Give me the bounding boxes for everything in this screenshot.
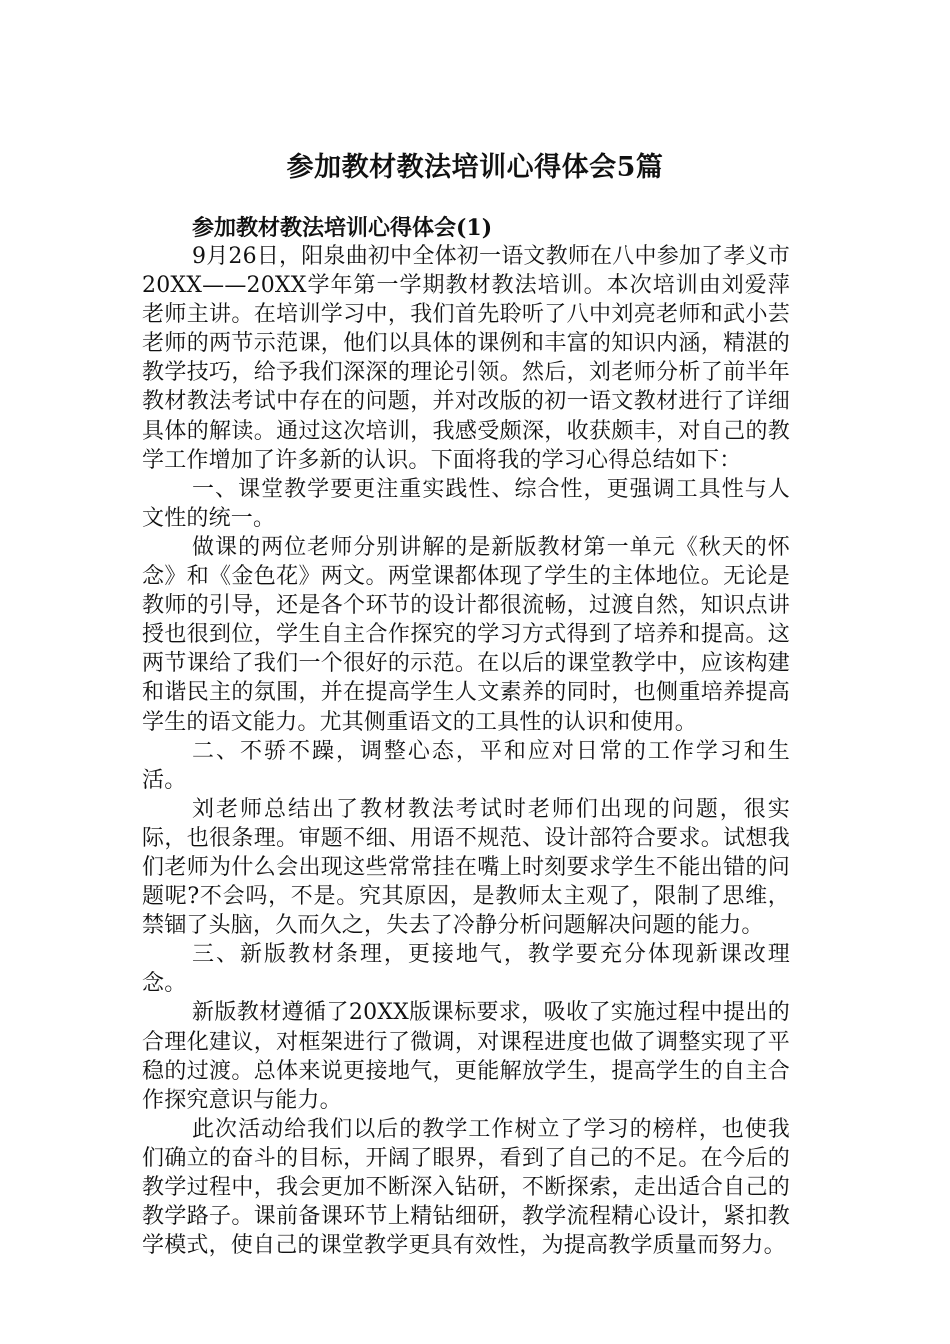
paragraph-point-two-heading: 二、不骄不躁，调整心态，平和应对日常的工作学习和生活。 (142, 738, 790, 793)
paragraph-point-three-body: 新版教材遵循了20XX版课标要求，吸收了实施过程中提出的合理化建议，对框架进行了微调，对课程进度也做了调整实现了平稳的过渡。总体来说更接地气，更能解放学生，提高学生的自主合作探究意识与能力。 (142, 1000, 790, 1113)
paragraph-point-two-body: 刘老师总结出了教材教法考试时老师们出现的问题，很实际，也很条理。审题不细、用语不规范、设计部符合要求。试想我们老师为什么会出现这些常常挂在嘴上时刻要求学生不能出错的问题呢?不会吗，不是。究其原因，是教师太主观了，限制了思维，禁锢了头脑，久而久之，失去了冷静分析问题解决问题的能力。 (142, 796, 790, 939)
paragraph-intro: 9月26日，阳泉曲初中全体初一语文教师在八中参加了孝义市20XX——20XX学年第一学期教材教法培训。本次培训由刘爱萍老师主讲。在培训学习中，我们首先聆听了八中刘亮老师和武小芸老师的两节示范课，他们以具体的课例和丰富的知识内涵，精湛的教学技巧，给予我们深深的理论引领。然后，刘老师分析了前半年教材教法考试中存在的问题，并对改版的初一语文教材进行了详细具体的解读。通过这次培训，我感受颇深，收获颇丰，对自己的教学工作增加了许多新的认识。下面将我的学习心得总结如下： (142, 244, 790, 473)
document-title: 参加教材教法培训心得体会5篇 (286, 152, 664, 183)
paragraph-point-one-body: 做课的两位老师分别讲解的是新版教材第一单元《秋天的怀念》和《金色花》两文。两堂课都体现了学生的主体地位。无论是教师的引导，还是各个环节的设计都很流畅，过渡自然，知识点讲授也很到位，学生自主合作探究的学习方式得到了培养和提高。这两节课给了我们一个很好的示范。在以后的课堂教学中，应该构建和谐民主的氛围，并在提高学生人文素养的同时，也侧重培养提高学生的语文能力。尤其侧重语文的工具性的认识和使用。 (142, 534, 790, 735)
article-body (142, 214, 790, 1260)
paragraph-conclusion: 此次活动给我们以后的教学工作树立了学习的榜样，也使我们确立的奋斗的目标，开阔了眼界，看到了自己的不足。在今后的教学过程中，我会更加不断深入钻研，不断探索，走出适合自己的教学路子。课前备课环节上精钻细研，教学流程精心设计，紧扣教学模式，使自己的课堂教学更具有效性，为提高教学质量而努力。 (142, 1116, 790, 1259)
section-heading: 参加教材教法培训心得体会(1) (192, 215, 493, 241)
paragraph-point-three-heading: 三、新版教材条理，更接地气，教学要充分体现新课改理念。 (142, 942, 790, 997)
paragraph-point-one-heading: 一、课堂教学要更注重实践性、综合性，更强调工具性与人文性的统一。 (142, 476, 790, 531)
